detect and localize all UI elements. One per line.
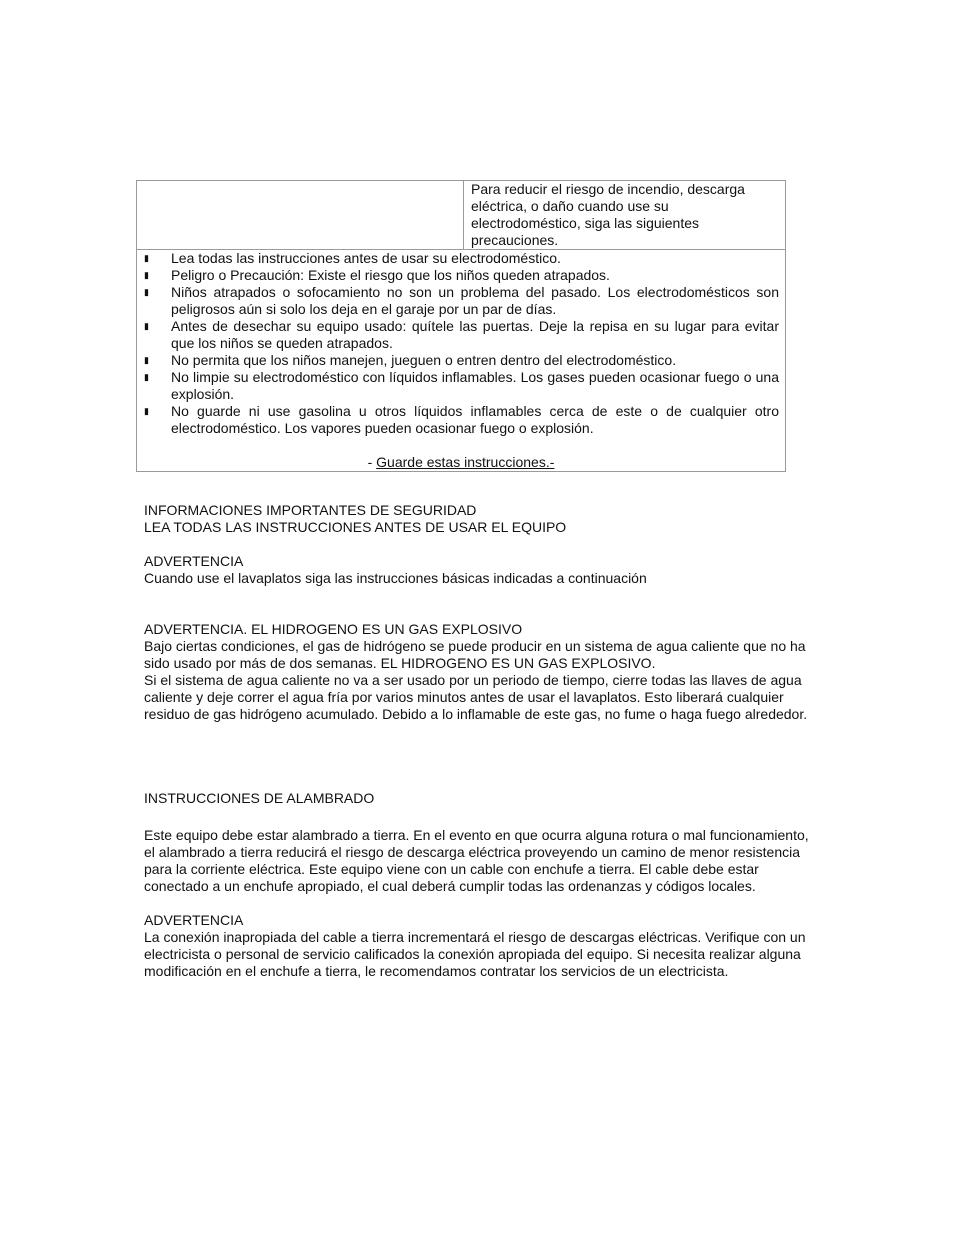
list-item: ▮ Lea todas las instrucciones antes de usar su electrodoméstico.: [144, 250, 561, 266]
bullet-icon: ▮: [144, 372, 149, 382]
save-instructions-line: - Guarde estas instrucciones.-: [367, 454, 555, 470]
notice-empty-cell: [137, 181, 464, 249]
bullet-icon: ▮: [144, 406, 149, 416]
bullet-icon: ▮: [144, 287, 149, 297]
wiring-warning-text: La conexión inapropiada del cable a tierra incrementará el riesgo de descargas eléctricas. Verifique con un electricista o personal de servicio calificados la conexión apropiada del equipo. Si necesita realizar alguna modificación en el enchufe a tierra, le recomendamos contratar los servicios de un electricista.: [144, 929, 806, 979]
wiring-section: [144, 790, 814, 980]
wiring-heading: INSTRUCCIONES DE ALAMBRADO: [144, 790, 375, 806]
hydrogen-section: [144, 621, 814, 723]
warning-text: Cuando use el lavaplatos siga las instrucciones básicas indicadas a continuación: [144, 570, 647, 586]
list-item: ▮ No guarde ni use gasolina u otros líquidos inflamables cerca de este o de cualquier otro electrodoméstico. Los vapores pueden ocasionar fuego o explosión.: [144, 403, 779, 436]
hydrogen-paragraph-1: Bajo ciertas condiciones, el gas de hidrógeno se puede producir en un sistema de agua caliente que no ha sido usado por más de dos semanas. EL HIDROGENO ES UN GAS EXPLOSIVO.: [144, 638, 806, 671]
wiring-warning-label: ADVERTENCIA: [144, 912, 244, 928]
list-item: ▮ Antes de desechar su equipo usado: quítele las puertas. Deje la repisa en su lugar para evitar que los niños se queden atrapados.: [144, 318, 779, 351]
read-instructions-heading: LEA TODAS LAS INSTRUCCIONES ANTES DE USAR EL EQUIPO: [144, 519, 567, 535]
bullet-icon: ▮: [144, 321, 149, 331]
bullet-icon: ▮: [144, 355, 149, 365]
notice-header-row: [137, 181, 785, 250]
hydrogen-heading: ADVERTENCIA. EL HIDROGENO ES UN GAS EXPLOSIVO: [144, 621, 523, 637]
safety-info-section: [144, 502, 814, 587]
notice-intro: Para reducir el riesgo de incendio, descarga eléctrica, o daño cuando use su electrodoméstico, siga las siguientes precauciones.: [471, 181, 745, 248]
list-item: ▮ Peligro o Precaución: Existe el riesgo que los niños queden atrapados.: [144, 267, 610, 283]
list-item: ▮ No permita que los niños manejen, jueguen o entren dentro del electrodoméstico.: [144, 352, 677, 368]
wiring-paragraph: Este equipo debe estar alambrado a tierra. En el evento en que ocurra alguna rotura o mal funcionamiento, el alambrado a tierra reducirá el riesgo de descarga eléctrica proveyendo un camino de menor resistencia para la corriente eléctrica. Este equipo viene con un cable con enchufe a tierra. El cable debe estar conectado a un enchufe apropiado, el cual deberá cumplir todas las ordenanzas y códigos locales.: [144, 827, 809, 894]
list-item: ▮ Niños atrapados o sofocamiento no son un problema del pasado. Los electrodomésticos son peligrosos aún si solo los deja en el garaje por un par de días.: [144, 284, 779, 317]
save-instructions-text: Guarde estas instrucciones.-: [376, 454, 555, 470]
safety-heading: INFORMACIONES IMPORTANTES DE SEGURIDAD: [144, 502, 477, 518]
list-item: ▮ No limpie su electrodoméstico con líquidos inflamables. Los gases pueden ocasionar fuego o una explosión.: [144, 369, 779, 402]
bullet-icon: ▮: [144, 253, 149, 263]
safety-notice-box: [136, 180, 786, 472]
bullet-icon: ▮: [144, 270, 149, 280]
warning-label: ADVERTENCIA: [144, 553, 244, 569]
hydrogen-paragraph-2: Si el sistema de agua caliente no va a ser usado por un periodo de tiempo, cierre todas las llaves de agua caliente y deje correr el agua fría por varios minutos antes de usar el lavaplatos. Esto liberará cualquier residuo de gas hidrógeno acumulado. Debido a lo inflamable de este gas, no fume o haga fuego alrededor.: [144, 672, 808, 722]
precaution-list: [137, 250, 785, 437]
